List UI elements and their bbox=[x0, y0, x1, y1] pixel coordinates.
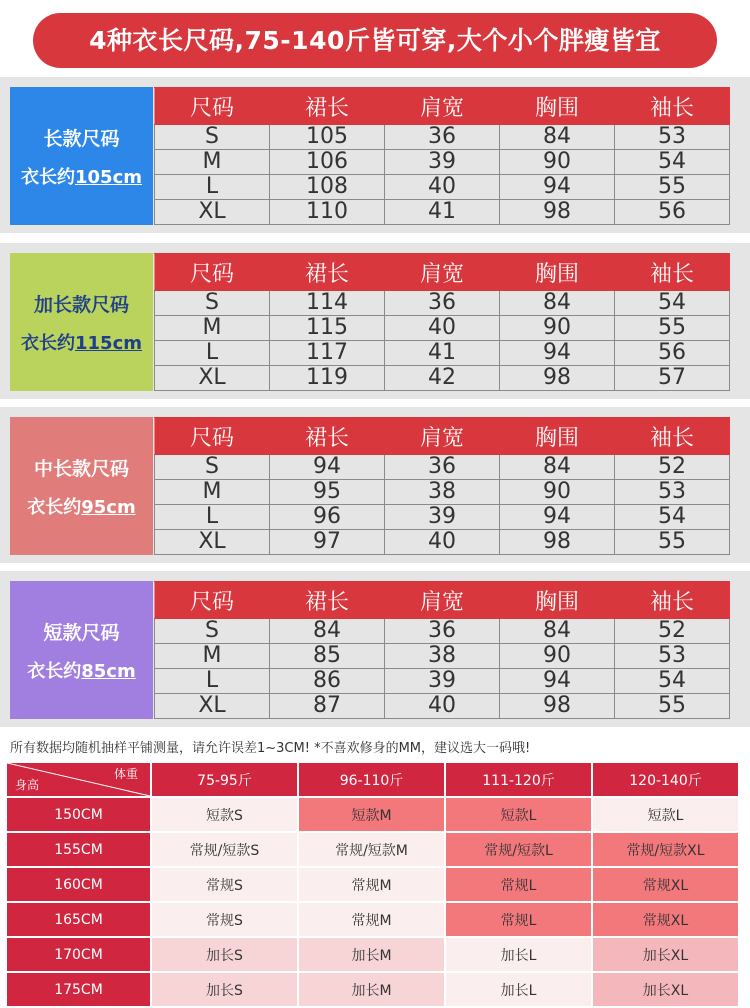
measure-cell: 39 bbox=[385, 150, 500, 175]
measure-cell: 38 bbox=[385, 644, 500, 669]
measure-cell: 90 bbox=[500, 480, 615, 505]
length-value: 95cm bbox=[81, 496, 136, 518]
measure-cell: 98 bbox=[500, 200, 615, 225]
table-row bbox=[155, 669, 730, 694]
measure-cell: 55 bbox=[615, 316, 730, 341]
section-length bbox=[27, 657, 135, 683]
table-row bbox=[155, 694, 730, 719]
recommend-cell: 常规/短款S bbox=[152, 833, 299, 868]
measure-cell: 54 bbox=[615, 150, 730, 175]
recommend-cell: 常规/短款M bbox=[299, 833, 446, 868]
size-cell: S bbox=[155, 619, 270, 644]
measure-cell: 56 bbox=[615, 341, 730, 366]
height-header: 150CM bbox=[7, 798, 152, 833]
measure-cell: 115 bbox=[270, 316, 385, 341]
measure-cell: 40 bbox=[385, 694, 500, 719]
measure-cell: 53 bbox=[615, 125, 730, 150]
header-cell: 袖长 bbox=[615, 418, 730, 455]
weight-header: 120-140斤 bbox=[593, 763, 740, 798]
measure-cell: 95 bbox=[270, 480, 385, 505]
measure-cell: 85 bbox=[270, 644, 385, 669]
recommend-cell: 加长XL bbox=[593, 973, 740, 1008]
size-section bbox=[0, 77, 750, 233]
size-table-header bbox=[155, 582, 730, 619]
table-row bbox=[155, 366, 730, 391]
recommend-cell: 加长M bbox=[299, 938, 446, 973]
size-table bbox=[154, 581, 730, 719]
section-label bbox=[10, 87, 153, 225]
measure-cell: 53 bbox=[615, 644, 730, 669]
header-cell: 胸围 bbox=[500, 582, 615, 619]
section-title: 中长款尺码 bbox=[33, 457, 129, 480]
length-prefix: 衣长约 bbox=[21, 332, 75, 354]
table-row bbox=[155, 455, 730, 480]
measure-cell: 54 bbox=[615, 505, 730, 530]
measure-cell: 55 bbox=[615, 175, 730, 200]
measure-cell: 55 bbox=[615, 530, 730, 555]
size-table-header bbox=[155, 418, 730, 455]
recommend-cell: 常规S bbox=[152, 903, 299, 938]
weight-header: 111-120斤 bbox=[446, 763, 593, 798]
weight-header: 96-110斤 bbox=[299, 763, 446, 798]
recommendation-table bbox=[7, 763, 740, 1008]
size-cell: M bbox=[155, 644, 270, 669]
measure-cell: 117 bbox=[270, 341, 385, 366]
header-cell: 尺码 bbox=[155, 418, 270, 455]
recommend-cell: 加长L bbox=[446, 973, 593, 1008]
measure-cell: 39 bbox=[385, 505, 500, 530]
size-table-header bbox=[155, 254, 730, 291]
recommend-cell: 常规L bbox=[446, 868, 593, 903]
recommend-cell: 短款L bbox=[446, 798, 593, 833]
table-row bbox=[155, 291, 730, 316]
measure-cell: 39 bbox=[385, 669, 500, 694]
size-cell: S bbox=[155, 125, 270, 150]
section-label bbox=[10, 581, 153, 719]
measure-cell: 40 bbox=[385, 316, 500, 341]
section-label bbox=[10, 417, 153, 555]
measure-cell: 98 bbox=[500, 366, 615, 391]
measure-cell: 119 bbox=[270, 366, 385, 391]
recommend-row bbox=[7, 868, 740, 903]
recommend-cell: 加长S bbox=[152, 973, 299, 1008]
size-section bbox=[0, 407, 750, 563]
table-row bbox=[155, 341, 730, 366]
measure-cell: 84 bbox=[500, 619, 615, 644]
corner-weight-label: 体重 bbox=[113, 767, 138, 781]
size-cell: XL bbox=[155, 366, 270, 391]
table-row bbox=[155, 200, 730, 225]
measurement-note: 所有数据均随机抽样平铺测量，请允许误差1~3CM! *不喜欢修身的MM，建议选大一码哦! bbox=[10, 741, 531, 756]
recommend-row bbox=[7, 973, 740, 1008]
recommend-cell: 常规XL bbox=[593, 868, 740, 903]
header-cell: 裙长 bbox=[270, 88, 385, 125]
measure-cell: 110 bbox=[270, 200, 385, 225]
measure-cell: 94 bbox=[500, 669, 615, 694]
measure-cell: 36 bbox=[385, 619, 500, 644]
recommend-row bbox=[7, 798, 740, 833]
length-value: 85cm bbox=[81, 660, 136, 682]
height-header: 175CM bbox=[7, 973, 152, 1008]
length-value: 105cm bbox=[75, 166, 142, 188]
header-cell: 肩宽 bbox=[385, 582, 500, 619]
recommend-cell: 常规/短款XL bbox=[593, 833, 740, 868]
measure-cell: 56 bbox=[615, 200, 730, 225]
measure-cell: 87 bbox=[270, 694, 385, 719]
length-value: 115cm bbox=[75, 332, 142, 354]
size-cell: M bbox=[155, 316, 270, 341]
height-header: 165CM bbox=[7, 903, 152, 938]
corner-height-label: 身高 bbox=[15, 778, 40, 792]
page-banner: 4种衣长尺码,75-140斤皆可穿,大个小个胖瘦皆宜 bbox=[33, 13, 717, 68]
size-table-header bbox=[155, 88, 730, 125]
recommend-cell: 加长XL bbox=[593, 938, 740, 973]
section-title: 短款尺码 bbox=[43, 621, 120, 644]
recommend-cell: 加长M bbox=[299, 973, 446, 1008]
header-cell: 尺码 bbox=[155, 254, 270, 291]
size-section bbox=[0, 571, 750, 727]
size-cell: L bbox=[155, 175, 270, 200]
measure-cell: 57 bbox=[615, 366, 730, 391]
header-cell: 袖长 bbox=[615, 582, 730, 619]
measure-cell: 94 bbox=[270, 455, 385, 480]
table-row bbox=[155, 175, 730, 200]
measure-cell: 55 bbox=[615, 694, 730, 719]
recommend-row bbox=[7, 938, 740, 973]
recommend-cell: 短款M bbox=[299, 798, 446, 833]
measure-cell: 90 bbox=[500, 644, 615, 669]
measure-cell: 86 bbox=[270, 669, 385, 694]
size-cell: L bbox=[155, 341, 270, 366]
recommend-cell: 常规M bbox=[299, 903, 446, 938]
size-table bbox=[154, 417, 730, 555]
measure-cell: 84 bbox=[270, 619, 385, 644]
header-cell: 胸围 bbox=[500, 254, 615, 291]
measure-cell: 41 bbox=[385, 341, 500, 366]
weight-header: 75-95斤 bbox=[152, 763, 299, 798]
table-row bbox=[155, 505, 730, 530]
measure-cell: 105 bbox=[270, 125, 385, 150]
measure-cell: 84 bbox=[500, 455, 615, 480]
recommend-cell: 短款S bbox=[152, 798, 299, 833]
header-cell: 肩宽 bbox=[385, 88, 500, 125]
measure-cell: 54 bbox=[615, 291, 730, 316]
measure-cell: 52 bbox=[615, 455, 730, 480]
header-cell: 裙长 bbox=[270, 582, 385, 619]
length-prefix: 衣长约 bbox=[27, 660, 82, 682]
recommend-cell: 常规L bbox=[446, 903, 593, 938]
size-cell: XL bbox=[155, 694, 270, 719]
recommend-cell: 加长L bbox=[446, 938, 593, 973]
length-prefix: 衣长约 bbox=[27, 496, 82, 518]
measure-cell: 97 bbox=[270, 530, 385, 555]
measure-cell: 96 bbox=[270, 505, 385, 530]
header-cell: 裙长 bbox=[270, 418, 385, 455]
measure-cell: 98 bbox=[500, 694, 615, 719]
size-cell: M bbox=[155, 480, 270, 505]
size-section bbox=[0, 243, 750, 399]
measure-cell: 38 bbox=[385, 480, 500, 505]
section-length bbox=[21, 163, 142, 189]
measure-cell: 52 bbox=[615, 619, 730, 644]
measure-cell: 98 bbox=[500, 530, 615, 555]
recommend-row bbox=[7, 903, 740, 938]
size-cell: XL bbox=[155, 200, 270, 225]
header-cell: 尺码 bbox=[155, 582, 270, 619]
measure-cell: 90 bbox=[500, 316, 615, 341]
measure-cell: 53 bbox=[615, 480, 730, 505]
measure-cell: 40 bbox=[385, 175, 500, 200]
section-title: 加长款尺码 bbox=[33, 293, 129, 316]
measure-cell: 54 bbox=[615, 669, 730, 694]
recommend-cell: 常规XL bbox=[593, 903, 740, 938]
measure-cell: 90 bbox=[500, 150, 615, 175]
size-table bbox=[154, 87, 730, 225]
recommend-cell: 常规M bbox=[299, 868, 446, 903]
header-cell: 肩宽 bbox=[385, 418, 500, 455]
recommend-cell: 加长S bbox=[152, 938, 299, 973]
recommend-header bbox=[7, 763, 740, 798]
section-length bbox=[27, 493, 135, 519]
size-cell: XL bbox=[155, 530, 270, 555]
height-header: 160CM bbox=[7, 868, 152, 903]
length-prefix: 衣长约 bbox=[21, 166, 75, 188]
measure-cell: 42 bbox=[385, 366, 500, 391]
measure-cell: 108 bbox=[270, 175, 385, 200]
corner-cell bbox=[7, 763, 152, 798]
height-header: 170CM bbox=[7, 938, 152, 973]
table-row bbox=[155, 480, 730, 505]
table-row bbox=[155, 150, 730, 175]
recommend-cell: 常规/短款L bbox=[446, 833, 593, 868]
measure-cell: 94 bbox=[500, 175, 615, 200]
recommend-cell: 常规S bbox=[152, 868, 299, 903]
header-cell: 袖长 bbox=[615, 254, 730, 291]
table-row bbox=[155, 644, 730, 669]
size-table bbox=[154, 253, 730, 391]
size-cell: S bbox=[155, 291, 270, 316]
measure-cell: 40 bbox=[385, 530, 500, 555]
size-cell: L bbox=[155, 669, 270, 694]
recommend-cell: 短款L bbox=[593, 798, 740, 833]
header-cell: 胸围 bbox=[500, 418, 615, 455]
size-cell: M bbox=[155, 150, 270, 175]
section-length bbox=[21, 329, 142, 355]
measure-cell: 36 bbox=[385, 455, 500, 480]
size-cell: S bbox=[155, 455, 270, 480]
size-cell: L bbox=[155, 505, 270, 530]
measure-cell: 84 bbox=[500, 291, 615, 316]
height-header: 155CM bbox=[7, 833, 152, 868]
measure-cell: 106 bbox=[270, 150, 385, 175]
measure-cell: 94 bbox=[500, 505, 615, 530]
table-row bbox=[155, 530, 730, 555]
measure-cell: 36 bbox=[385, 291, 500, 316]
header-cell: 胸围 bbox=[500, 88, 615, 125]
recommend-row bbox=[7, 833, 740, 868]
measure-cell: 84 bbox=[500, 125, 615, 150]
table-row bbox=[155, 125, 730, 150]
measure-cell: 94 bbox=[500, 341, 615, 366]
measure-cell: 41 bbox=[385, 200, 500, 225]
table-row bbox=[155, 619, 730, 644]
table-row bbox=[155, 316, 730, 341]
header-cell: 裙长 bbox=[270, 254, 385, 291]
section-label bbox=[10, 253, 153, 391]
header-cell: 尺码 bbox=[155, 88, 270, 125]
section-title: 长款尺码 bbox=[43, 127, 120, 150]
measure-cell: 114 bbox=[270, 291, 385, 316]
measure-cell: 36 bbox=[385, 125, 500, 150]
header-cell: 袖长 bbox=[615, 88, 730, 125]
header-cell: 肩宽 bbox=[385, 254, 500, 291]
